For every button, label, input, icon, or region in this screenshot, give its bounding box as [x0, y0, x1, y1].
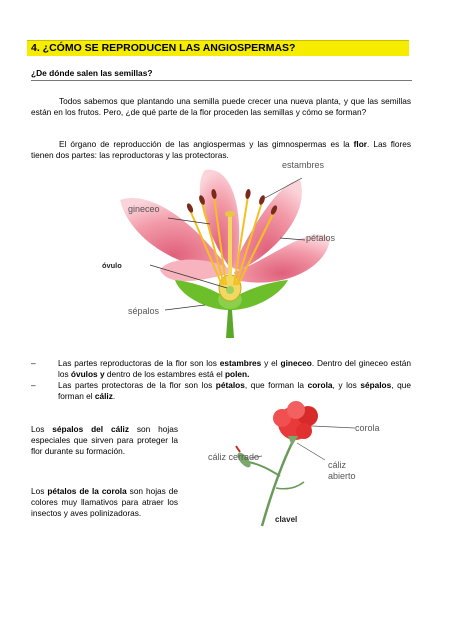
label-petalos: pétalos — [306, 233, 336, 243]
sepalos-text: Los — [31, 424, 53, 434]
carnation-flower — [273, 401, 318, 440]
bold-term: estambres — [219, 358, 262, 368]
flower-paragraph — [31, 139, 411, 161]
label-caliz-abierto-line2: abierto — [328, 471, 356, 481]
carnation-leaf — [276, 482, 304, 489]
ovule — [226, 286, 234, 294]
bullet-text: . Dentro del gineceo están los — [58, 358, 411, 379]
carnation-stem-branch — [248, 462, 280, 476]
bold-term: pétalos — [215, 380, 245, 390]
divider — [31, 80, 412, 81]
bullet-list — [31, 358, 411, 402]
bullet-text: dentro de los estambres está el — [104, 369, 225, 379]
bullet-reproductive — [31, 358, 411, 380]
bullet-dash: – — [31, 358, 36, 368]
carnation-diagram — [200, 398, 380, 528]
label-corola: corola — [355, 423, 380, 433]
label-estambres: estambres — [282, 160, 325, 170]
label-caliz-abierto — [328, 460, 356, 482]
bullet-text: , y los — [332, 380, 361, 390]
label-sepalos: sépalos — [128, 306, 160, 316]
petalos-term: pétalos de la corola — [47, 486, 127, 496]
bold-term: gineceo — [280, 358, 312, 368]
petalos-text-end: son hojas de colores muy llamativos para atraer los insectos y aves polinizadoras. — [31, 486, 178, 518]
calyx-open — [288, 436, 298, 446]
carnation-stem-main — [262, 443, 292, 526]
label-clavel: clavel — [275, 515, 298, 524]
bold-term: corola — [307, 380, 333, 390]
stigma — [225, 211, 235, 217]
sepalos-paragraph — [31, 424, 178, 457]
bold-term: sépalos — [360, 380, 392, 390]
bullet-text: , que forman la — [244, 380, 308, 390]
subheading: ¿De dónde salen las semillas? — [31, 68, 153, 78]
intro-paragraph-text: Todos sabemos que plantando una semilla puede crecer una nueva planta, y que las semillas están en los frutos. Pero, ¿de qué parte de la flor proceden las semillas y cómo se forman? — [31, 96, 411, 117]
flower-paragraph-text: El órgano de reproducción de las angiospermas y las gimnospermas es la — [59, 139, 354, 149]
bold-term: cáliz — [94, 391, 113, 401]
sepalos-text-end: son hojas especiales que sirven para proteger la flor durante su formación. — [31, 424, 179, 456]
bullet-text: Las partes protectoras de la flor son los — [58, 380, 216, 390]
section-heading — [27, 40, 409, 56]
bullet-text: Las partes reproductoras de la flor son los — [58, 358, 220, 368]
bold-term: polen. — [224, 369, 250, 379]
bullet-text: , que forman el — [58, 380, 411, 401]
style — [228, 215, 232, 277]
flower-term: flor — [353, 139, 368, 149]
label-gineceo: gineceo — [128, 204, 160, 214]
stem — [226, 310, 234, 338]
label-ovulo: óvulo — [102, 261, 122, 270]
section-heading-text: 4. ¿CÓMO SE REPRODUCEN LAS ANGIOSPERMAS? — [31, 42, 296, 54]
sepalos-term: sépalos del cáliz — [52, 424, 129, 434]
petalos-text: Los — [31, 486, 48, 496]
label-caliz-cerrado: cáliz cerrado — [208, 452, 260, 462]
intro-paragraph — [31, 96, 411, 118]
petalos-paragraph — [31, 486, 178, 519]
label-caliz-abierto-line1: cáliz — [328, 460, 347, 470]
flower-diagram — [102, 160, 360, 340]
bold-term: óvulos y — [70, 369, 105, 379]
bullet-text: . — [112, 391, 116, 401]
flower-paragraph-text-end: . Las flores tienen dos partes: las reproductoras y las protectoras. — [31, 139, 411, 160]
bullet-text: y el — [261, 358, 281, 368]
bullet-dash: – — [31, 380, 36, 390]
